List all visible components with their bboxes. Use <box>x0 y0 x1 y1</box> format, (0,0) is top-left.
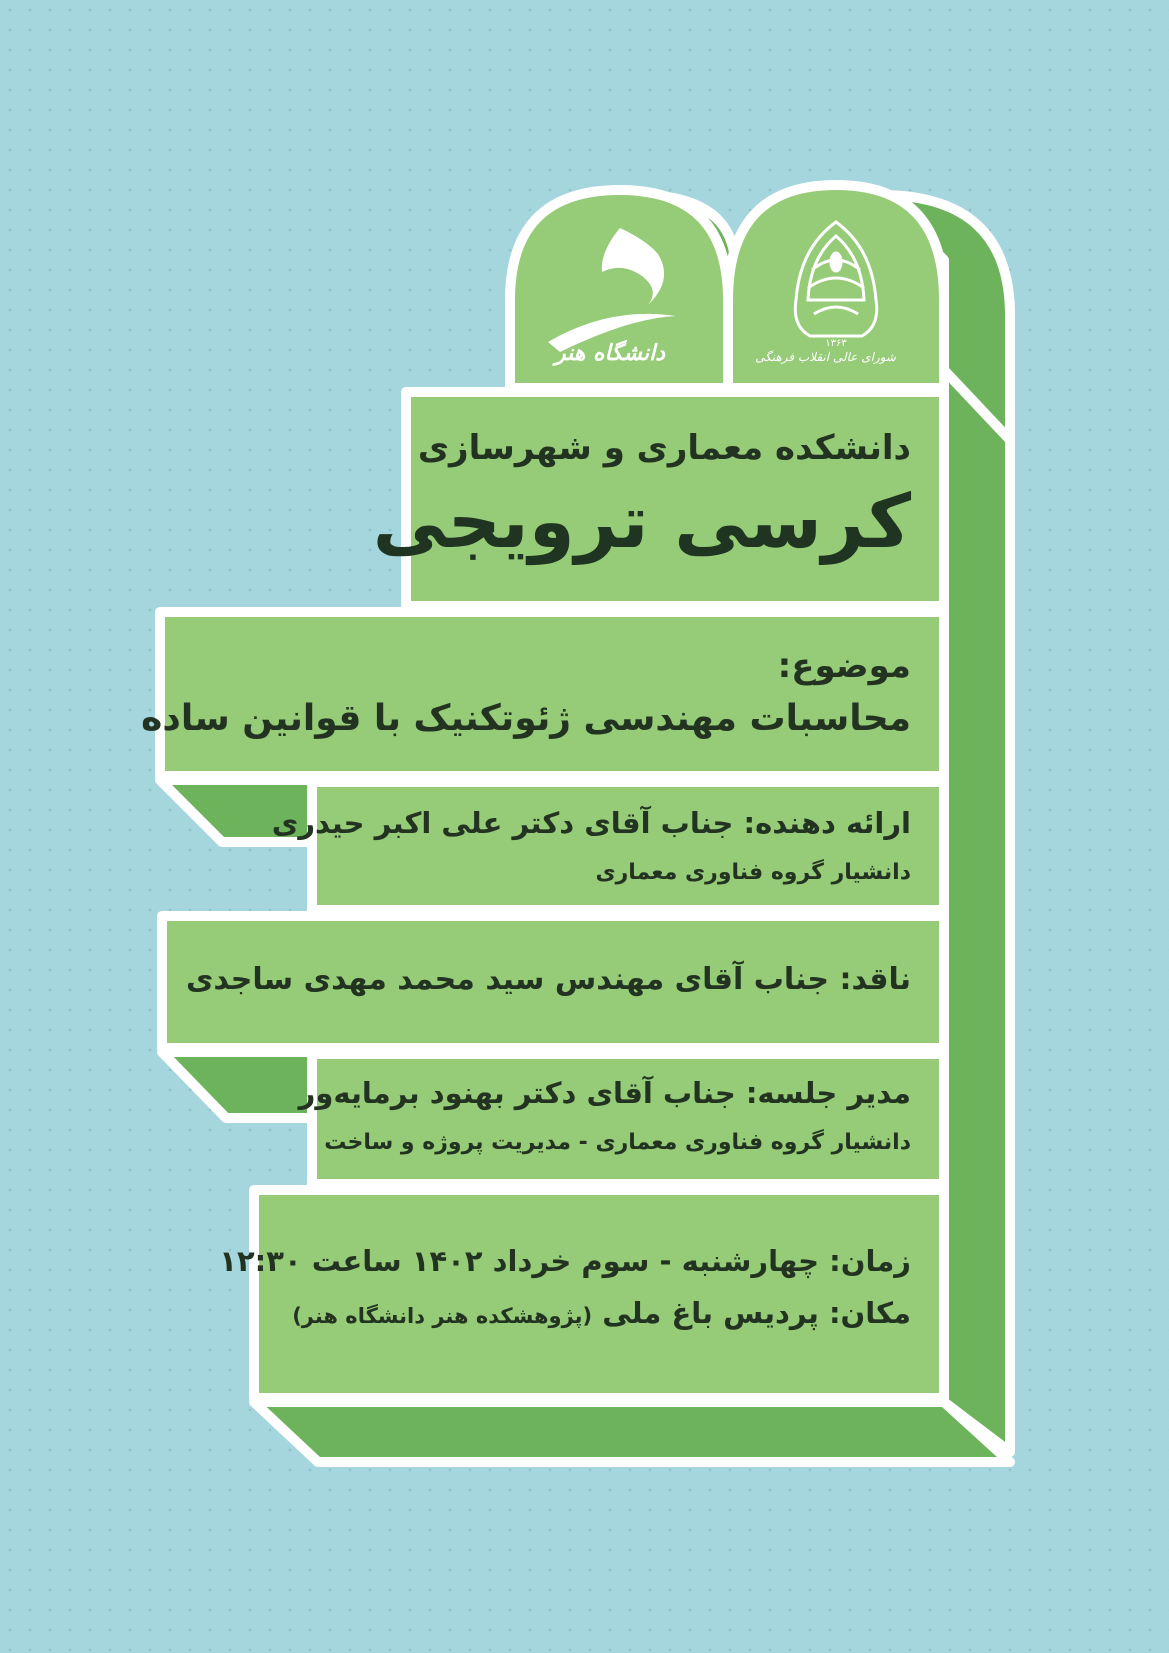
moderator-line: مدیر جلسه: جناب آقای دکتر بهنود برمایه‌ور <box>298 1076 911 1110</box>
presenter-line: ارائه دهنده: جناب آقای دکتر علی اکبر حیدری <box>271 806 911 840</box>
event-place-label: مکان: پردیس باغ ملی <box>602 1296 911 1330</box>
event-place-detail: (پژوهشکده هنر دانشگاه هنر) <box>292 1304 593 1328</box>
base-side <box>254 1402 1010 1462</box>
critic-line: ناقد: جناب آقای مهندس سید محمد مهدی ساجدی <box>185 962 911 997</box>
step-side-2 <box>162 1052 312 1118</box>
faculty-name: دانشکده معماری و شهرسازی <box>417 428 911 468</box>
moderator-role: دانشیار گروه فناوری معماری - مدیریت پروژه و ساخت <box>324 1130 911 1155</box>
subject-panel <box>160 612 944 776</box>
presenter-role: دانشیار گروه فناوری معماری <box>595 860 911 885</box>
subject-value: محاسبات مهندسی ژئوتکنیک با قوانین ساده <box>141 698 911 739</box>
event-place <box>292 1296 911 1330</box>
cultural-council-year: ۱۳۶۳ <box>825 338 847 349</box>
page-title: کرسی ترویجی <box>372 479 911 565</box>
cultural-council-caption: شورای عالی انقلاب فرهنگی <box>755 350 896 364</box>
event-panel <box>254 1190 944 1398</box>
subject-label: موضوع: <box>777 646 911 686</box>
moderator-panel <box>312 1054 944 1184</box>
art-university-logo-caption: دانشگاه هنر <box>554 340 666 366</box>
presenter-panel <box>312 782 944 910</box>
event-time: زمان: چهارشنبه - سوم خرداد ۱۴۰۲ ساعت ۱۲:۳۰ <box>219 1244 911 1278</box>
